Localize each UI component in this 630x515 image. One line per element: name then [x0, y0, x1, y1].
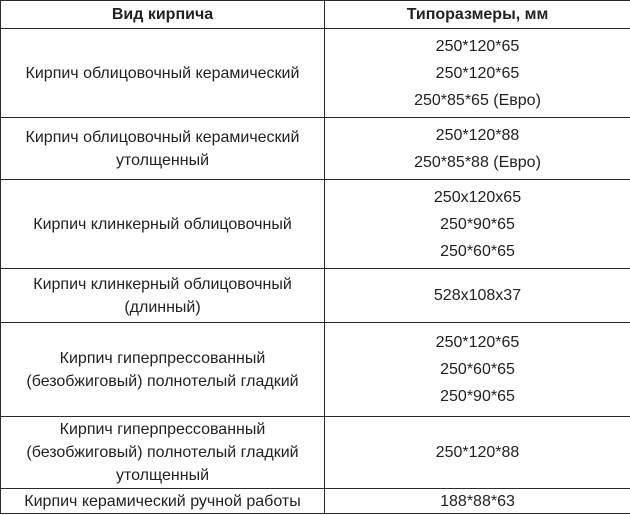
brick-type-line: Кирпич гиперпрессованный [59, 349, 266, 367]
size-value: 250*90*65 [440, 388, 515, 405]
size-value: 250*90*65 [440, 215, 515, 233]
brick-type-line: Кирпич керамический ручной работы [24, 492, 301, 510]
size-value: 188*88*63 [440, 492, 515, 510]
brick-type-cell [1, 489, 325, 514]
size-value: 250*120*88 [435, 126, 520, 144]
size-value: 250x120x65 [433, 188, 522, 206]
sizes-cell [325, 269, 630, 323]
brick-type-line: (безобжиговый) полнотелый гладкий [26, 444, 299, 461]
size-value: 250*120*65 [435, 334, 520, 351]
size-value: 250*85*65 (Евро) [414, 91, 541, 109]
table-header-row [1, 1, 630, 29]
brick-type-line: утолщенный [115, 467, 210, 484]
table-row [1, 180, 630, 269]
brick-type-cell [1, 118, 325, 180]
table-row [1, 118, 630, 180]
brick-type-line: Кирпич облицовочный керамический [25, 128, 300, 146]
brick-type-cell [1, 269, 325, 323]
sizes-cell [325, 29, 630, 118]
brick-type-cell [1, 180, 325, 269]
table-row [1, 29, 630, 118]
table-row [1, 417, 630, 489]
brick-type-cell [1, 417, 325, 489]
size-value: 250*60*65 [440, 361, 515, 378]
brick-type-cell [1, 29, 325, 118]
sizes-cell [325, 118, 630, 180]
brick-type-line: Кирпич гиперпрессованный [59, 421, 266, 438]
sizes-cell [325, 323, 630, 417]
size-value: 250*60*65 [440, 242, 515, 260]
brick-type-line: (безобжиговый) полнотелый гладкий [26, 372, 299, 390]
brick-type-cell [1, 323, 325, 417]
brick-type-line: Кирпич облицовочный керамический [25, 64, 300, 82]
brick-type-line: утолщенный [115, 151, 210, 169]
table-row [1, 489, 630, 514]
brick-type-line: Кирпич клинкерный облицовочный [33, 215, 292, 233]
size-value: 250*85*88 (Евро) [414, 153, 541, 171]
table-row [1, 323, 630, 417]
sizes-cell [325, 489, 630, 514]
header-sizes: Типоразмеры, мм [325, 1, 630, 29]
size-value: 250*120*65 [435, 37, 520, 55]
size-value: 250*120*88 [435, 444, 520, 461]
sizes-cell [325, 180, 630, 269]
header-brick-type: Вид кирпича [1, 1, 325, 29]
sizes-cell [325, 417, 630, 489]
brick-type-line: (длинный) [124, 298, 201, 316]
size-value: 528x108x37 [433, 287, 522, 304]
table-row [1, 269, 630, 323]
size-value: 250*120*65 [435, 64, 520, 82]
brick-type-line: Кирпич клинкерный облицовочный [33, 275, 292, 293]
